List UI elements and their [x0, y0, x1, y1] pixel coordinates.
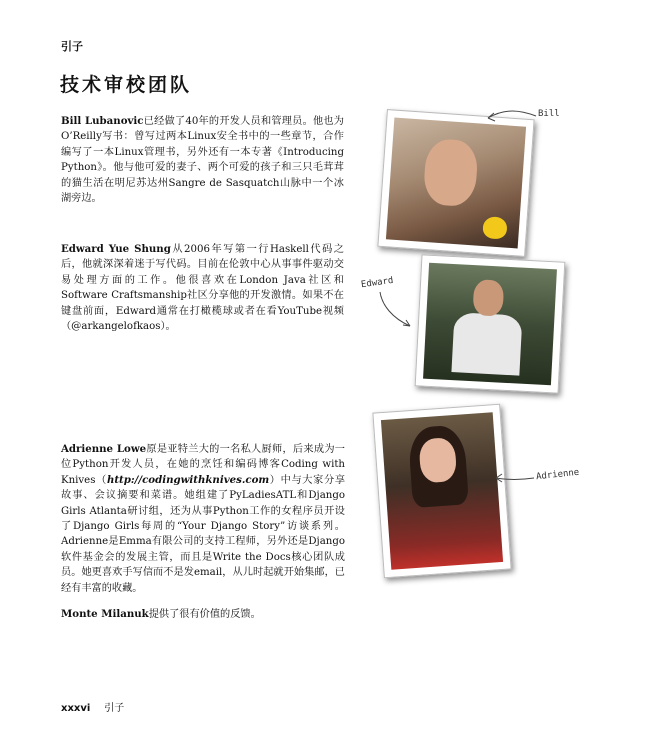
page-title: 技术审校团队 — [60, 74, 193, 96]
blog-link[interactable]: http://codingwithknives.com — [106, 473, 270, 486]
arrowhead-icon — [488, 113, 495, 121]
page-number: xxxvi — [61, 703, 91, 714]
footer-section: 引子 — [104, 703, 125, 714]
bio-name: Edward Yue Shung — [61, 243, 171, 255]
bio-text: 原是亚特兰大的一名私人厨师，后来成为一位Python开发人员，在她的烹饪和编码博客Coding with Knives（ — [61, 444, 345, 486]
bio-name: Adrienne Lowe — [61, 443, 147, 455]
label-bill: Bill — [538, 109, 560, 119]
arrow-bill-icon — [488, 111, 536, 118]
arrow-adrienne-icon — [496, 478, 534, 480]
label-adrienne: Adrienne — [535, 467, 580, 483]
page-footer — [61, 699, 124, 714]
bio-name: Bill Lubanovic — [61, 115, 144, 127]
label-edward: Edward — [360, 275, 395, 291]
bio-text: 已经做了40年的开发人员和管理员。他也为O’Reilly写书：曾写过两本Linux安全书中的一些章节，合作编写了一本Linux管理书，另外还有一本专著《Introducing Python》。他与他可爱的妻子、两个可爱的孩子和三只毛茸茸的猫生活在明尼苏达州Sangre de Sasquatch山脉中一个冰湖旁边。 — [61, 116, 344, 205]
bio-text: 从2006年写第一行Haskell代码之后，他就深深着迷于写代码。目前在伦敦中心从事事件驱动交易处理方面的工作。他很喜欢在London Java社区和Software Craftsmanship社区分享他的开发激情。如果不在键盘前面，Edward通常在打橄榄球或者在看YouTube视频（@arkangelofkaos）。 — [61, 244, 344, 333]
bio-name: Monte Milanuk — [61, 608, 149, 620]
arrow-edward-icon — [380, 292, 410, 326]
bio-text: ）中与大家分享故事、会议摘要和菜谱。她组建了PyLadiesATL和Django Girls Atlanta研讨组，还为从事Python工作的女程序员开设了Django Girls每周的“Your Django Story”访谈系列。Adrienne是Emma有限公司的支持工程师，另外还是Django软件基金会的发展主管，而且是Write the Docs核心团队成员。她更喜欢手写信而不是发email，从儿时起就开始集邮，已经有丰富的收藏。 — [61, 474, 346, 594]
bio-text: 提供了很有价值的反馈。 — [148, 609, 261, 620]
section-tag: 引子 — [61, 40, 83, 53]
